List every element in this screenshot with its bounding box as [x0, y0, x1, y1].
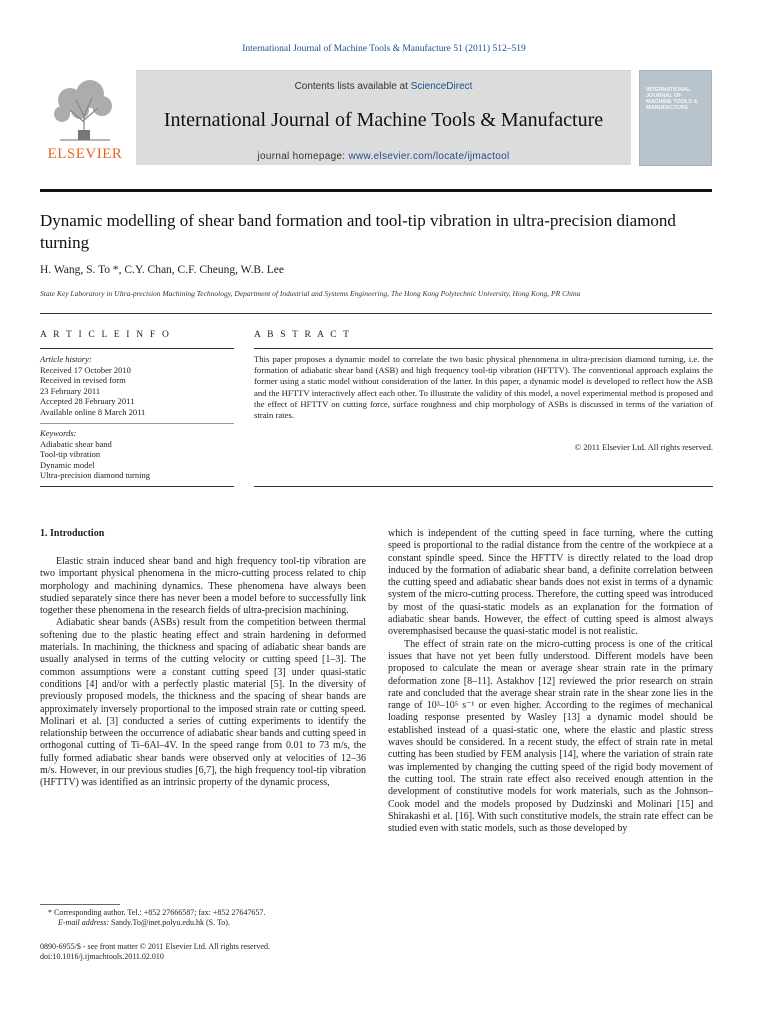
history-line: 23 February 2011 [40, 385, 101, 396]
divider-line [40, 313, 712, 314]
history-line: Received 17 October 2010 [40, 364, 131, 375]
journal-title: International Journal of Machine Tools & Manufacture [163, 109, 604, 131]
history-line: Accepted 28 February 2011 [40, 396, 135, 406]
keyword-item: Dynamic model [40, 459, 95, 470]
keywords-label: Keywords: [40, 428, 77, 438]
author-list: H. Wang, S. To *, C.Y. Chan, C.F. Cheung, W.B. Lee [40, 264, 284, 276]
homepage-prefix: journal homepage: [257, 151, 349, 162]
email-line [48, 918, 366, 928]
abstract-text: This paper proposes a dynamic model to correlate the two basic physical phenomena in ultra-precision diamond turning, i.e. the formation of adiabatic shear band (ASB) and high frequency tool-tip vibration (HFTTV). The conventional approach explains the former using a static model without consideration of the latter. In this paper, a dynamic model is developed to reflect how the ASB and the HFTTV interactively affect each other. To illustrate the validity of this model, a novel experimental method is proposed and the effect of HFTTV on cutting force, surface roughness and chip morphology of ASBs is discussed in terms of the variation of strain rates. [254, 354, 713, 421]
masthead-rule [40, 189, 712, 192]
article-info-bottom-rule [40, 486, 234, 487]
paragraph: Elastic strain induced shear band and high frequency tool-tip vibration are two important physical phenomena in the micro-cutting process related to chip morphology and machining dynamics. These phenomena have always been studied separately since there has never been a model before to successfully link together these phenomena in the research fields of ultra-precision machining. [40, 556, 366, 617]
abstract-rule [254, 348, 713, 349]
contents-prefix: Contents lists available at [294, 81, 411, 92]
keywords-block [40, 428, 234, 481]
journal-homepage [136, 151, 631, 162]
email-address[interactable]: Sandy.To@inet.polyu.edu.hk (S. To). [111, 918, 230, 927]
contents-line [136, 81, 631, 92]
cover-title: INTERNATIONAL JOURNAL OF MACHINE TOOLS & MANUFACTURE [646, 87, 698, 111]
elsevier-logo [40, 70, 130, 166]
body-right-column [388, 528, 713, 835]
sciencedirect-link[interactable]: ScienceDirect [410, 81, 473, 92]
history-label: Article history: [40, 354, 92, 364]
paragraph: Adiabatic shear bands (ASBs) result from the competition between thermal softening due to the plastic heating effect and strain hardening in deformed materials. In machining, the thickness and spacing of adiabatic shear bands are usually analysed in terms of the cutting velocity or cutting speed [1–3]. The common assumptions were a constant cutting speed [3] under quasi-static conditions [4] and/or with a perfectly plastic material [5]. In the diversity of previously proposed models, the thickness and the spacing of shear bands are approximately inversely proportional to the imposed strain rate or cutting speed. Molinari et al. [3] conducted a series of cutting experiments to identify the relationship between the occurrence of adiabatic shear bands and cutting speed in orthogonal cutting of Ti–6Al–4V. In the speed range from 0.01 to 73 m/s, the fully formed adiabatic shear bands were observed only at velocities of 12–36 m/s. However, in our previous studies [6,7], the high frequency tool-tip vibration (HFTTV) was identified as an intrinsic property of the dynamic process, [40, 617, 366, 789]
history-line: Received in revised form [40, 375, 126, 385]
affiliation: State Key Laboratory in Ultra-precision Machining Technology, Department of Industrial and Systems Engineering, The Hong Kong Polytechnic University, Hong Kong, PR China [40, 289, 581, 298]
paragraph: The effect of strain rate on the micro-cutting process is one of the critical issues that have not yet been fully understood. Different models have been proposed to calculate the mean or average shear strain rate in the primary deformation zone [8–11]. Astakhov [12] reviewed the prior research on strain rate and concluded that the average shear strain rate in the shear zone lies in the range of 10³–10⁵ s⁻¹ or even higher. According to the regimes of mechanical loading response presented by Wasley [13] a dynamic model should be established instead of a quasi-static one, where the elastic and plastic stress waves should be considered. In a recent study, the effect of strain rate in metal cutting has been studied by FEM analysis [14], where the variation of strain rate was implemented by changing the cutting speed of the rigid body movement of the cutting tool. The strain rate effect also received enough attention in the development of constitutive models for work materials, such as the Johnson–Cook model and the models proposed by Dudzinski and Molinari [15] and Shirakashi et al. [16]. With such constitutive models, the strain rate effect can be studied even with static models, such as those developed by [388, 638, 713, 835]
paragraph: which is independent of the cutting speed in face turning, where the cutting speed is proportional to the radial distance from the centre of the workpiece at a constant spindle speed. Since the HFTTV is directly related to the load drop induced by the formation of adiabatic shear band, a definite correlation between the cutting speed and adiabatic shear bands does not exist in terms of a dynamic system of the micro-cutting process. Therefore, the cutting speed was introduced by most of the quasi-static models as an explanation for the formation of adiabatic shear bands. However, the effect of cutting speed is almost always overemphasised because the quasi-static model is not realistic. [388, 528, 713, 638]
abstract-heading: A B S T R A C T [254, 330, 352, 340]
keywords-rule [40, 423, 234, 424]
footnote-rule [40, 904, 120, 905]
body-left-column [40, 556, 366, 790]
journal-citation[interactable]: International Journal of Machine Tools & Manufacture 51 (2011) 512–519 [242, 44, 526, 54]
journal-cover-thumbnail[interactable] [639, 70, 712, 166]
history-line: Available online 8 March 2011 [40, 406, 146, 417]
footnote [48, 908, 366, 928]
journal-masthead [40, 70, 710, 166]
abstract-bottom-rule [254, 486, 713, 487]
page-footer [40, 942, 440, 962]
article-title: Dynamic modelling of shear band formation and tool-tip vibration in ultra-precision diamond turning [40, 211, 676, 252]
keyword-item: Tool-tip vibration [40, 449, 101, 459]
article-history [40, 354, 234, 417]
publisher-logo-text: ELSEVIER [47, 146, 123, 162]
keyword-item: Adiabatic shear band [40, 438, 112, 449]
corresponding-author: * Corresponding author. Tel.: +852 27666587; fax: +852 27647657. [48, 908, 266, 917]
issn-line: 0890-6955/$ - see front matter © 2011 Elsevier Ltd. All rights reserved. [40, 942, 270, 951]
keyword-item: Ultra-precision diamond turning [40, 470, 151, 480]
copyright-line: © 2011 Elsevier Ltd. All rights reserved. [574, 442, 713, 452]
article-info-heading: A R T I C L E I N F O [40, 330, 172, 340]
article-info-rule [40, 348, 234, 349]
email-label: E-mail address: [58, 918, 110, 927]
section-heading: 1. Introduction [40, 528, 105, 539]
doi-line[interactable]: doi:10.1016/j.ijmachtools.2011.02.010 [40, 952, 164, 961]
homepage-link[interactable]: www.elsevier.com/locate/ijmactool [348, 151, 510, 162]
masthead-band [136, 70, 631, 165]
